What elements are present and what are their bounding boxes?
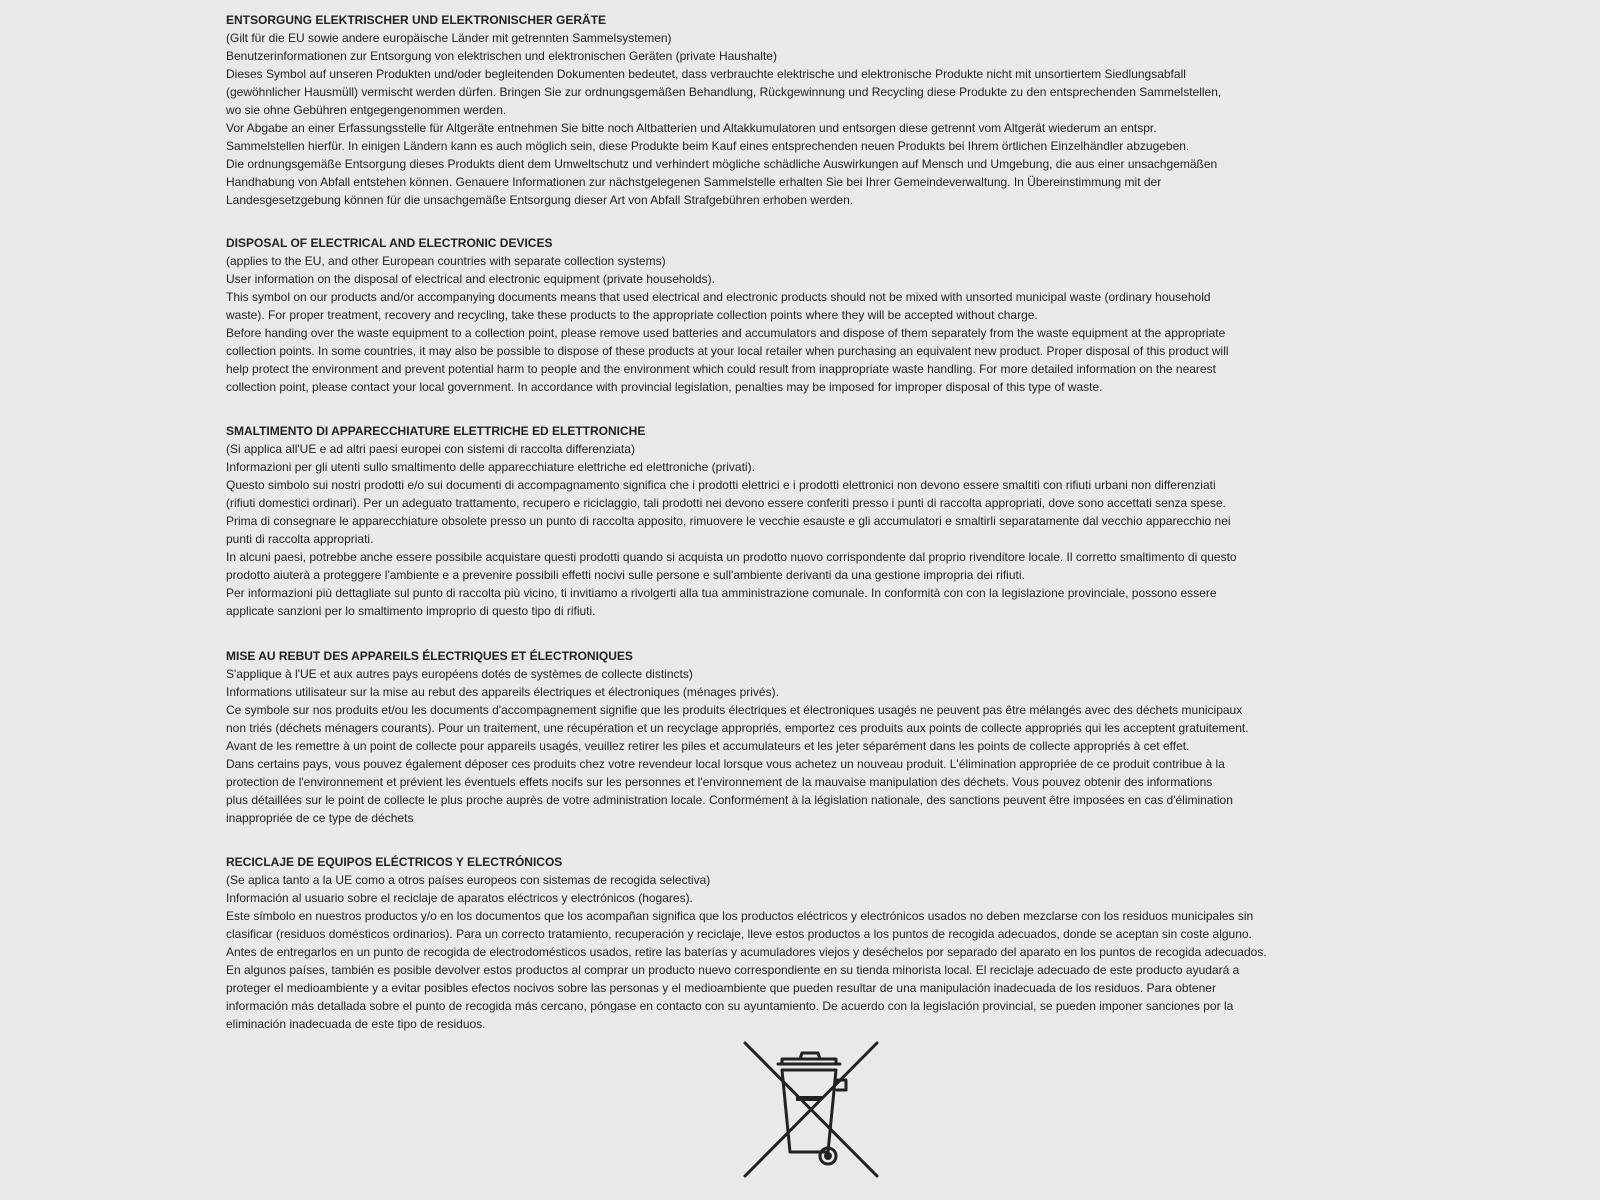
paragraph-line: Informations utilisateur sur la mise au rebut des appareils électriques et électroniques (ménages privés). xyxy=(226,685,779,699)
crossed-out-wheelie-bin-icon xyxy=(742,1040,880,1180)
paragraph-line: waste). For proper treatment, recovery and recycling, take these products to the appropriate collection points where they will be accepted without charge. xyxy=(226,308,1038,322)
paragraph-line: non triés (déchets ménagers courants). Pour un traitement, une récupération et un recyclage appropriés, emportez ces produits aux points de collecte appropriés qui les acceptent gratuitement. xyxy=(226,721,1249,735)
paragraph-line: Este símbolo en nuestros productos y/o en los documentos que los acompañan significa que los productos eléctricos y electrónicos usados no deben mezclarse con los residuos municipales sin xyxy=(226,909,1254,923)
paragraph-line: En algunos países, también es posible devolver estos productos al comprar un producto nuevo correspondiente en su tienda minorista local. El reciclaje adecuado de este producto ayudará a xyxy=(226,963,1240,977)
paragraph-line: Die ordnungsgemäße Entsorgung dieses Produkts dient dem Umweltschutz und verhindert mögliche schädliche Auswirkungen auf Mensch und Umgebung, die aus einer unsachgemäßen xyxy=(226,157,1218,171)
section-heading: ENTSORGUNG ELEKTRISCHER UND ELEKTRONISCHER GERÄTE xyxy=(226,13,607,27)
paragraph-line: (applies to the EU, and other European countries with separate collection systems) xyxy=(226,254,666,268)
section-heading: RECICLAJE DE EQUIPOS ELÉCTRICOS Y ELECTRÓNICOS xyxy=(226,855,563,869)
section-german xyxy=(226,11,1406,209)
paragraph-line: (Se aplica tanto a la UE como a otros países europeos con sistemas de recogida selectiva) xyxy=(226,873,711,887)
paragraph-line: This symbol on our products and/or accompanying documents means that used electrical and electronic products should not be mixed with unsorted municipal waste (ordinary household xyxy=(226,290,1211,304)
paragraph-line: información más detallada sobre el punto de recogida más cercano, póngase en contacto con su ayuntamiento. De acuerdo con la legislación provincial, se pueden imponer sanciones por la xyxy=(226,999,1234,1013)
paragraph-line: Dieses Symbol auf unseren Produkten und/oder begleitenden Dokumenten bedeutet, dass verbrauchte elektrische und elektronische Produkte nicht mit unsortiertem Siedlungsabfall xyxy=(226,67,1186,81)
paragraph-line: Prima di consegnare le apparecchiature obsolete presso un punto di raccolta apposito, rimuovere le vecchie esauste e gli accumulatori e smaltirli separatamente dal vecchio apparecchio nei xyxy=(226,514,1231,528)
paragraph-line: S'applique à l'UE et aux autres pays européens dotés de systèmes de collecte distincts) xyxy=(226,667,693,681)
paragraph-line: inappropriée de ce type de déchets xyxy=(226,811,414,825)
section-heading: DISPOSAL OF ELECTRICAL AND ELECTRONIC DEVICES xyxy=(226,236,553,250)
paragraph-line: User information on the disposal of electrical and electronic equipment (private households). xyxy=(226,272,715,286)
paragraph-line: Ce symbole sur nos produits et/ou les documents d'accompagnement signifie que les produits électriques et électroniques usagés ne peuvent pas être mélangés avec des déchets municipaux xyxy=(226,703,1243,717)
disposal-notice-document xyxy=(226,11,1406,1033)
paragraph-line: help protect the environment and prevent potential harm to people and the environment which could result from inappropriate waste handling. For more detailed information on the nearest xyxy=(226,362,1216,376)
section-french xyxy=(226,647,1406,827)
paragraph-line: Avant de les remettre à un point de collecte pour appareils usagés, veuillez retirer les piles et accumulateurs et les jeter séparément dans les points de collecte appropriés à cet effet. xyxy=(226,739,1190,753)
paragraph-line: Benutzerinformationen zur Entsorgung von elektrischen und elektronischen Geräten (private Haushalte) xyxy=(226,49,777,63)
paragraph-line: Informazioni per gli utenti sullo smaltimento delle apparecchiature elettriche ed elettroniche (privati). xyxy=(226,460,755,474)
paragraph-line: prodotto aiuterà a proteggere l'ambiente e a prevenire possibili effetti nocivi sulle persone e sull'ambiente derivanti da una gestione impropria dei rifiuti. xyxy=(226,568,1025,582)
paragraph-line: protection de l'environnement et prévient les éventuels effets nocifs sur les personnes et l'environnement de la mauvaise manipulation des déchets. Vous pouvez obtenir des informations xyxy=(226,775,1213,789)
section-heading: MISE AU REBUT DES APPAREILS ÉLECTRIQUES ET ÉLECTRONIQUES xyxy=(226,649,633,663)
paragraph-line: Handhabung von Abfall entstehen können. Genauere Informationen zur nächstgelegenen Sammelstelle erhalten Sie bei Ihrer Gemeindeverwaltung. In Übereinstimmung mit der xyxy=(226,175,1162,189)
paragraph-line: proteger el medioambiente y a evitar posibles efectos nocivos sobre las personas y el medioambiente que pueden resultar de una manipulación inadecuada de los residuos. Para obtener xyxy=(226,981,1216,995)
section-heading: SMALTIMENTO DI APPARECCHIATURE ELETTRICHE ED ELETTRONICHE xyxy=(226,424,646,438)
paragraph-line: Vor Abgabe an einer Erfassungsstelle für Altgeräte entnehmen Sie bitte noch Altbatterien und Altakkumulatoren und entsorgen diese getrennt vom Altgerät wiederum an entspr. xyxy=(226,121,1157,135)
paragraph-line: In alcuni paesi, potrebbe anche essere possibile acquistare questi prodotti quando si acquista un prodotto nuovo corrispondente dal proprio rivenditore locale. Il corretto smaltimento di questo xyxy=(226,550,1237,564)
paragraph-line: Per informazioni più dettagliate sul punto di raccolta più vicino, ti invitiamo a rivolgerti alla tua amministrazione comunale. In conformità con con la legislazione provinciale, possono essere xyxy=(226,586,1217,600)
paragraph-line: Antes de entregarlos en un punto de recogida de electrodomésticos usados, retire las baterías y acumuladores viejos y deséchelos por separado del aparato en los puntos de recogida adecuados. xyxy=(226,945,1267,959)
paragraph-line: Dans certains pays, vous pouvez également déposer ces produits chez votre revendeur local lorsque vous achetez un nouveau produit. L'élimination appropriée de ce produit contribue à la xyxy=(226,757,1225,771)
paragraph-line: punti di raccolta appropriati. xyxy=(226,532,374,546)
paragraph-line: Before handing over the waste equipment to a collection point, please remove used batteries and accumulators and dispose of them separately from the waste equipment at the appropriate xyxy=(226,326,1226,340)
paragraph-line: Landesgesetzgebung können für die unsachgemäße Entsorgung dieser Art von Abfall Strafgebühren erhoben werden. xyxy=(226,193,854,207)
paragraph-line: Sammelstellen hierfür. In einigen Ländern kann es auch möglich sein, diese Produkte beim Kauf eines entsprechenden neuen Produkts bei Ihrem örtlichen Einzelhändler abzugeben. xyxy=(226,139,1190,153)
paragraph-line: (gewöhnlicher Hausmüll) vermischt werden dürfen. Bringen Sie zur ordnungsgemäßen Behandlung, Rückgewinnung und Recycling diese Produkte zu den entsprechenden Sammelstellen, xyxy=(226,85,1222,99)
paragraph-line: (Gilt für die EU sowie andere europäische Länder mit getrennten Sammelsystemen) xyxy=(226,31,672,45)
section-spanish xyxy=(226,853,1406,1033)
paragraph-line: plus détaillées sur le point de collecte le plus proche auprès de votre administration locale. Conformément à la législation nationale, des sanctions peuvent être imposées en cas d'élimination xyxy=(226,793,1233,807)
section-english xyxy=(226,234,1406,396)
paragraph-line: Questo simbolo sui nostri prodotti e/o sui documenti di accompagnamento significa che i prodotti elettrici e i prodotti elettronici non devono essere smaltiti con rifiuti urbani non differenziati xyxy=(226,478,1216,492)
paragraph-line: collection points. In some countries, it may also be possible to dispose of these products at your local retailer when purchasing an equivalent new product. Proper disposal of this product will xyxy=(226,344,1229,358)
paragraph-line: Información al usuario sobre el reciclaje de aparatos eléctricos y electrónicos (hogares). xyxy=(226,891,693,905)
section-italian xyxy=(226,422,1406,620)
paragraph-line: clasificar (residuos domésticos ordinarios). Para un correcto tratamiento, recuperación y reciclaje, lleve estos productos a los puntos de recogida adecuados, donde se aceptan sin coste alguno. xyxy=(226,927,1252,941)
paragraph-line: applicate sanzioni per lo smaltimento improprio di questo tipo di rifiuti. xyxy=(226,604,596,618)
paragraph-line: eliminación inadecuada de este tipo de residuos. xyxy=(226,1017,486,1031)
paragraph-line: wo sie ohne Gebühren entgegengenommen werden. xyxy=(226,103,507,117)
paragraph-line: (Si applica all'UE e ad altri paesi europei con sistemi di raccolta differenziata) xyxy=(226,442,635,456)
paragraph-line: (rifiuti domestici ordinari). Per un adeguato trattamento, recupero e riciclaggio, tali prodotti nei devono essere conferiti presso i punti di raccolta appropriati, dove sono accettati senza spese. xyxy=(226,496,1226,510)
paragraph-line: collection point, please contact your local government. In accordance with provincial legislation, penalties may be imposed for improper disposal of this type of waste. xyxy=(226,380,1103,394)
